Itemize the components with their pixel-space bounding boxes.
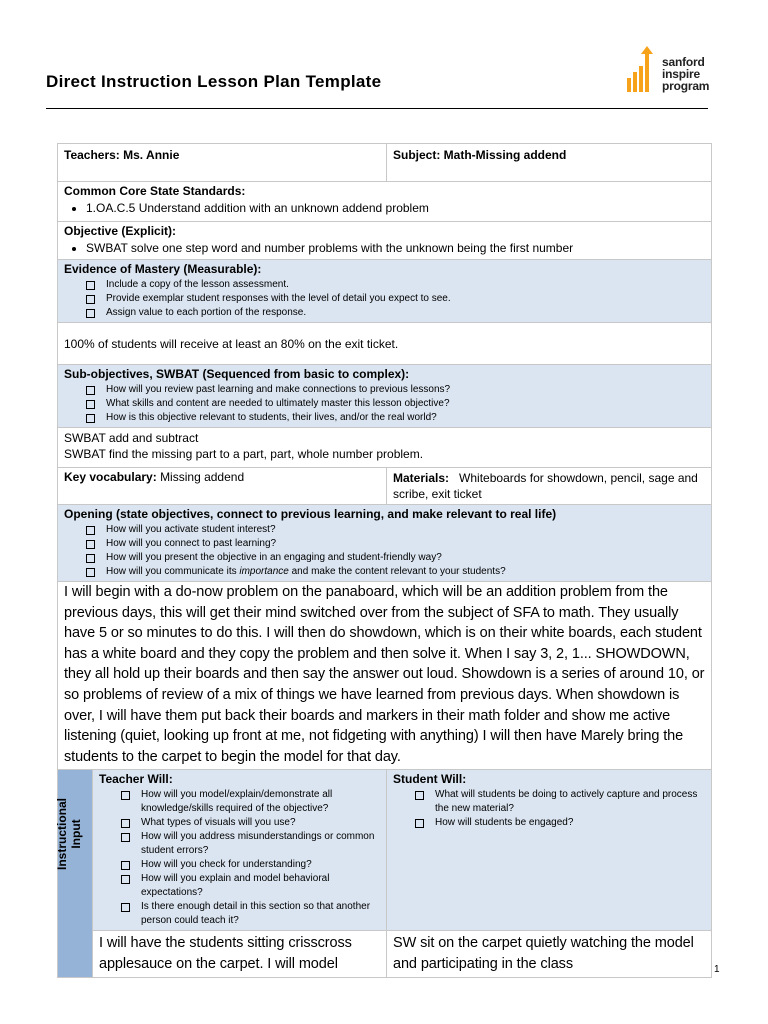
subobjectives-answer [58, 428, 712, 468]
materials-value: Whiteboards for showdown, pencil, sage and scribe, exit ticket [393, 471, 698, 501]
header-row [58, 144, 712, 182]
instructional-input-label: Instructional Input [55, 798, 83, 871]
vocabulary-value: Missing addend [160, 470, 245, 484]
objective-label: Objective (Explicit): [64, 224, 177, 238]
materials-cell [387, 468, 712, 505]
checkbox-prompt: Provide exemplar student responses with the level of detail you expect to see. [84, 292, 705, 306]
checkbox-prompt: How will you explain and model behavioral expectations? [119, 872, 380, 900]
checkbox-prompt: How will you check for understanding? [119, 858, 380, 872]
mastery-answer-row [58, 323, 712, 365]
checkbox-prompt: Include a copy of the lesson assessment. [84, 278, 705, 292]
sanford-logo [626, 46, 726, 96]
subobjectives-answer-row [58, 428, 712, 468]
opening-cell [58, 505, 712, 582]
student-will-cell [387, 770, 712, 931]
standards-row [58, 182, 712, 222]
subobjective-answer: SWBAT add and subtract [64, 431, 199, 445]
standards-cell [58, 182, 712, 222]
subject-cell: Subject: Math-Missing addend [387, 144, 712, 182]
checkbox-prompt: How will you connect to past learning? [84, 537, 705, 551]
checkbox-prompt: How will you address misunderstandings or common student errors? [119, 830, 380, 858]
mastery-answer: 100% of students will receive at least an 80% on the exit ticket. [58, 323, 712, 365]
mastery-cell [58, 260, 712, 323]
objective-cell [58, 222, 712, 260]
vocab-materials-row [58, 468, 712, 505]
mastery-row [58, 260, 712, 323]
standard-item: • 1.OA.C.5 Understand addition with an unknown addend problem [86, 200, 705, 216]
checkbox-prompt: How is this objective relevant to students, their lives, and/or the real world? [84, 411, 705, 425]
checkbox-prompt: Is there enough detail in this section so that another person could teach it? [119, 900, 380, 928]
checkbox-prompt: How will students be engaged? [413, 816, 705, 830]
subobjectives-cell [58, 365, 712, 428]
subobjective-answer: SWBAT find the missing part to a part, part, whole number problem. [64, 447, 424, 461]
checkbox-prompt: How will you review past learning and make connections to previous lessons? [84, 383, 705, 397]
checkbox-prompt: How will you model/explain/demonstrate all knowledge/skills required of the objective? [119, 788, 380, 816]
checkbox-prompt: How will you activate student interest? [84, 523, 705, 537]
checkbox-prompt: How will you communicate its importance and make the content relevant to your students? [84, 565, 705, 579]
teacher-will-cell [93, 770, 387, 931]
mastery-label: Evidence of Mastery (Measurable): [64, 262, 262, 276]
lesson-plan-table [57, 143, 712, 978]
opening-row [58, 505, 712, 582]
subobjectives-label: Sub-objectives, SWBAT (Sequenced from basic to complex): [64, 367, 410, 381]
opening-label: Opening (state objectives, connect to previous learning, and make relevant to real life) [64, 507, 557, 521]
opening-answer: I will begin with a do-now problem on the panaboard, which will be an addition problem from the previous days, this will get their mind switched over from the subject of SFA to math. They usually have 5 or so minutes to do this. I will then do showdown, which is on their white boards, each student has a white board and they copy the problem and then solve it. When I say 3, 2, 1... SHOWDOWN, they all hold up their boards and then say the answer out loud. Showdown is a series of around 10, or so problems of review of a mix of things we have learned from previous days. When showdown is over, I will have them put back their boards and markers in their math folder and show me active listening (quiet, looking up front at me, not fidgeting with anything) I will then have Marely bring the students to the carpet to begin the model for that day. [58, 582, 712, 770]
checkbox-prompt: What skills and content are needed to ultimately master this lesson objective? [84, 397, 705, 411]
document-title: Direct Instruction Lesson Plan Template [46, 72, 382, 91]
objective-row [58, 222, 712, 260]
subobjectives-row [58, 365, 712, 428]
logo-wordmark: sanford inspire program [662, 55, 710, 93]
bar-chart-logo-icon [626, 46, 660, 94]
checkbox-prompt: What types of visuals will you use? [119, 816, 380, 830]
instructional-answer-row [58, 931, 712, 977]
student-answer: SW sit on the carpet quietly watching the model and participating in the class [387, 931, 712, 977]
opening-answer-row [58, 582, 712, 770]
materials-label: Materials: [393, 471, 450, 485]
teacher-answer: I will have the students sitting crisscross applesauce on the carpet. I will model [93, 931, 387, 977]
teacher-will-label: Teacher Will: [99, 772, 173, 787]
checkbox-prompt: What will students be doing to actively capture and process the new material? [413, 788, 705, 816]
checkbox-prompt: How will you present the objective in an engaging and student-friendly way? [84, 551, 705, 565]
teachers-cell: Teachers: Ms. Annie [58, 144, 387, 182]
vocabulary-label: Key vocabulary: [64, 470, 157, 484]
checkbox-prompt: Assign value to each portion of the response. [84, 306, 705, 320]
instructional-input-sidebar [55, 770, 93, 977]
title-divider [46, 108, 708, 109]
standards-label: Common Core State Standards: [64, 184, 246, 198]
instructional-prompts-row [58, 770, 712, 931]
student-will-label: Student Will: [393, 772, 467, 787]
page-number: 1 [714, 964, 720, 975]
vocabulary-cell [58, 468, 387, 505]
objective-item: • SWBAT solve one step word and number problems with the unknown being the first number [86, 240, 705, 256]
